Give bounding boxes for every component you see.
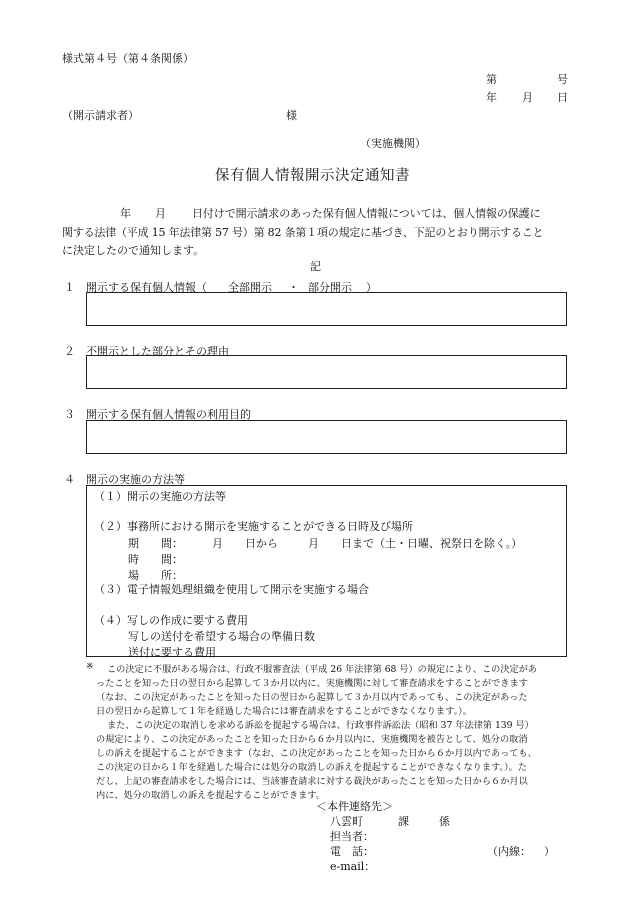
s4-item4: （４）写しの作成に要する費用: [94, 614, 248, 627]
notice-line: この決定に不服がある場合は、行政不服審査法（平成 26 年法律第 68 号）の規定により、この決定があ: [107, 664, 538, 675]
section4-number: ４: [64, 473, 75, 486]
notice-line: また、この決定の取消しを求める訴訟を提起する場合は、行政事件訴訟法（昭和 37 年法律第 139 号）: [107, 720, 534, 731]
date-month: 月: [522, 91, 533, 104]
section1-label: 開示する保有個人情報（: [86, 281, 207, 294]
option-full-disclosure: 全部開示: [228, 281, 272, 294]
notice-line: ったことを知った日の翌日から起算して３か月以内に、実施機関に対して審査請求をすることができます: [96, 678, 528, 689]
notice-line: この決定の日から１年を経過した場合には処分の取消しの訴えを提起することができなくなります。）。た: [96, 762, 528, 773]
contact-heading: ＜本件連絡先＞: [316, 800, 393, 813]
ki-label: 記: [310, 260, 321, 273]
section2-box[interactable]: [86, 355, 567, 389]
doc-number-suffix: 号: [557, 73, 568, 86]
contact-extension-close: ）: [544, 845, 555, 858]
period-until: 日まで（土・日曜、祝祭日を除く。）: [341, 537, 523, 550]
contact-phone-label: 電 話：: [330, 845, 374, 858]
intro-year: 年: [120, 207, 131, 220]
date-day: 日: [557, 91, 568, 104]
section4-label: 開示の実施の方法等: [86, 473, 185, 486]
intro-line2: 関する法律（平成 15 年法律第 57 号）第 82 条第１項の規定に基づき、下記のとおり開示すること: [62, 226, 544, 239]
section1-box[interactable]: [86, 292, 567, 326]
contact-extension-label: （内線：: [487, 845, 531, 858]
intro-month: 月: [155, 207, 166, 220]
intro-line1: 日付けで開示請求のあった保有個人情報については、個人情報の保護に: [192, 207, 541, 220]
contact-town: 八雲町: [330, 815, 363, 828]
s4-item2: （２）事務所における開示を実施することができる日時及び場所: [94, 520, 413, 533]
s4-item4-sub1: 写しの送付を希望する場合の準備日数: [128, 630, 315, 643]
s4-item1: （１）開示の実施の方法等: [94, 490, 226, 503]
contact-unit: 係: [439, 815, 450, 828]
s4-item4-sub2: 送付に要する費用: [128, 646, 216, 659]
section2-number: ２: [64, 345, 75, 358]
time-label: 時 間：: [128, 553, 183, 566]
contact-person-label: 担当者：: [330, 830, 374, 843]
notice-line: （なお、この決定があったことを知った日の翌日から起算して３か月以内であっても、この決定があった: [96, 692, 528, 703]
s4-item3: （３）電子情報処理組織を使用して開示を実施する場合: [94, 583, 369, 596]
notice-line: だし、上記の審査請求をした場合には、当該審査請求に対する裁決があったことを知った日から６か月以: [96, 776, 528, 787]
form-number: 様式第４号（第４条関係）: [62, 52, 194, 65]
option-separator: ・: [288, 281, 299, 294]
contact-email-label: e-mail：: [330, 860, 376, 873]
agency-label: （実施機関）: [360, 137, 426, 150]
period-label: 期 間：: [128, 537, 183, 550]
option-partial-disclosure: 部分開示: [308, 281, 352, 294]
section2-label: 不開示とした部分とその理由: [86, 345, 229, 358]
notice-line: 日の翌日から起算して１年を経過した場合には審査請求をすることができなくなります。）。: [96, 706, 472, 717]
place-label: 場 所：: [128, 569, 183, 582]
section1-number: １: [64, 281, 75, 294]
doc-number-prefix: 第: [486, 73, 497, 86]
period-month2: 月: [308, 537, 319, 550]
honorific: 様: [286, 109, 297, 122]
notice-mark: ※: [86, 661, 94, 672]
requester-label: （開示請求者）: [62, 109, 139, 122]
section3-label: 開示する保有個人情報の利用目的: [86, 408, 251, 421]
notice-line: しの訴えを提起することができます（なお、この決定があったことを知った日から６か月以内であっても、: [96, 748, 537, 759]
period-month1: 月: [212, 537, 223, 550]
intro-line3: に決定したので通知します。: [62, 244, 205, 257]
contact-section: 課: [398, 815, 409, 828]
section3-box[interactable]: [86, 420, 567, 454]
notice-line: の規定により、この決定があったことを知った日から６か月以内に、実施機関を被告として、処分の取消: [96, 734, 528, 745]
period-from: 日から: [245, 537, 278, 550]
notice-line: 内に、処分の取消しの訴えを提起することができます。: [96, 790, 325, 801]
date-year: 年: [486, 91, 497, 104]
section3-number: ３: [64, 408, 75, 421]
section1-close: ）: [366, 281, 377, 294]
document-title: 保有個人情報開示決定通知書: [215, 168, 410, 184]
